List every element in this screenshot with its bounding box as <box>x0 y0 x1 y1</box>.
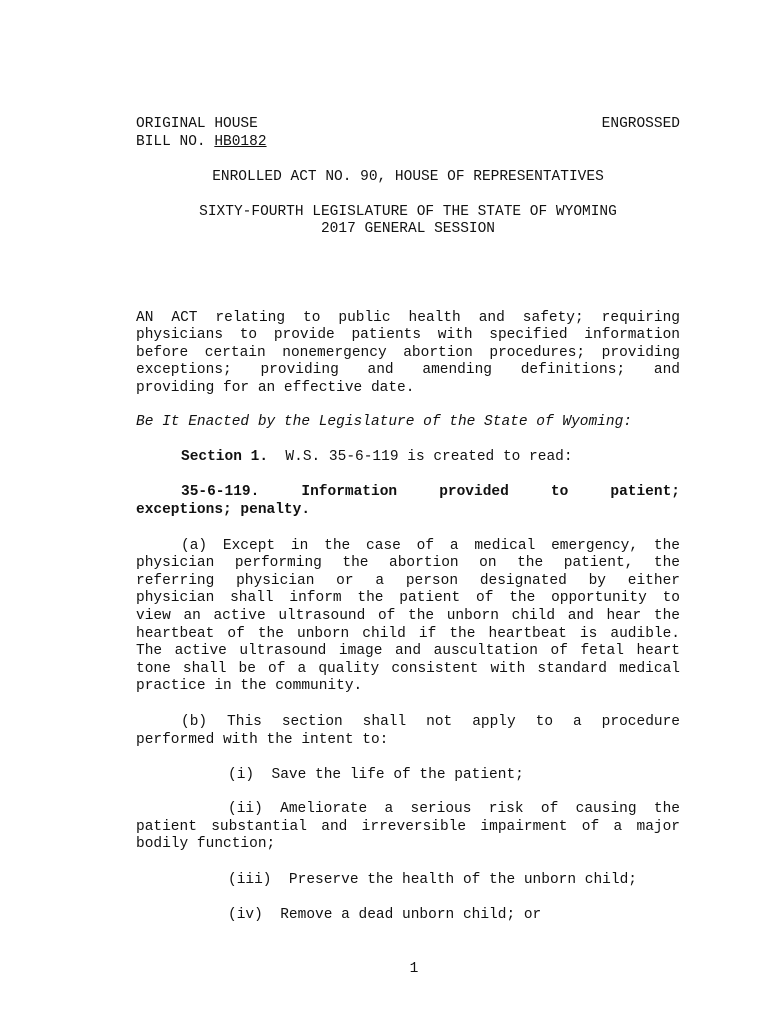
act-summary-line: exceptions; providing and amending definitions; and <box>136 362 680 378</box>
act-summary-line: providing for an effective date. <box>136 380 415 396</box>
subsection-a-line: practice in the community. <box>136 678 363 694</box>
original-house-label: ORIGINAL HOUSE <box>136 116 258 132</box>
act-summary-line: AN ACT relating to public health and safety; requiring <box>136 310 680 326</box>
bill-no-label: BILL NO. <box>136 134 215 150</box>
engrossed-label: ENGROSSED <box>601 116 680 132</box>
item-ii-line: bodily function; <box>136 836 276 852</box>
subsection-a-line: referring physician or a person designated by either <box>136 573 680 589</box>
item-i: (i) Save the life of the patient; <box>228 767 524 783</box>
item-iv: (iv) Remove a dead unborn child; or <box>228 907 542 923</box>
subsection-a-line: heartbeat of the unborn child if the heartbeat is audible. <box>136 626 680 642</box>
section-1-text: W.S. 35-6-119 is created to read: <box>268 449 573 465</box>
statute-heading-line: 35-6-119. Information provided to patient; <box>181 484 680 500</box>
bill-no: HB0182 <box>214 134 267 150</box>
enacting-clause: Be It Enacted by the Legislature of the State of Wyoming: <box>136 414 632 430</box>
subsection-a-line: view an active ultrasound of the unborn child and hear the <box>136 608 680 624</box>
subsection-a-line: (a) Except in the case of a medical emergency, the <box>181 538 680 554</box>
item-ii-line: (ii) Ameliorate a serious risk of causing the <box>228 801 680 817</box>
session-title: 2017 GENERAL SESSION <box>320 221 496 237</box>
item-ii-line: patient substantial and irreversible impairment of a major <box>136 819 680 835</box>
subsection-a-line: The active ultrasound image and auscultation of fetal heart <box>136 643 680 659</box>
subsection-a-line: physician shall inform the patient of the opportunity to <box>136 590 680 606</box>
section-1-line <box>181 449 680 467</box>
act-summary-line: before certain nonemergency abortion procedures; providing <box>136 345 680 361</box>
subsection-a-line: tone shall be of a quality consistent with standard medical <box>136 661 680 677</box>
statute-heading-line: exceptions; penalty. <box>136 502 311 518</box>
subsection-b-line: (b) This section shall not apply to a procedure <box>181 714 680 730</box>
page-number: 1 <box>409 961 419 977</box>
legislature-title: SIXTY-FOURTH LEGISLATURE OF THE STATE OF WYOMING <box>199 204 617 220</box>
item-iii: (iii) Preserve the health of the unborn child; <box>228 872 637 888</box>
enrolled-act-title: ENROLLED ACT NO. 90, HOUSE OF REPRESENTATIVES <box>212 169 604 185</box>
subsection-b-line: performed with the intent to: <box>136 732 389 748</box>
bill-number-line <box>136 134 680 152</box>
section-1-label: Section 1. <box>181 449 269 465</box>
act-summary-line: physicians to provide patients with specified information <box>136 327 680 343</box>
subsection-a-line: physician performing the abortion on the patient, the <box>136 555 680 571</box>
